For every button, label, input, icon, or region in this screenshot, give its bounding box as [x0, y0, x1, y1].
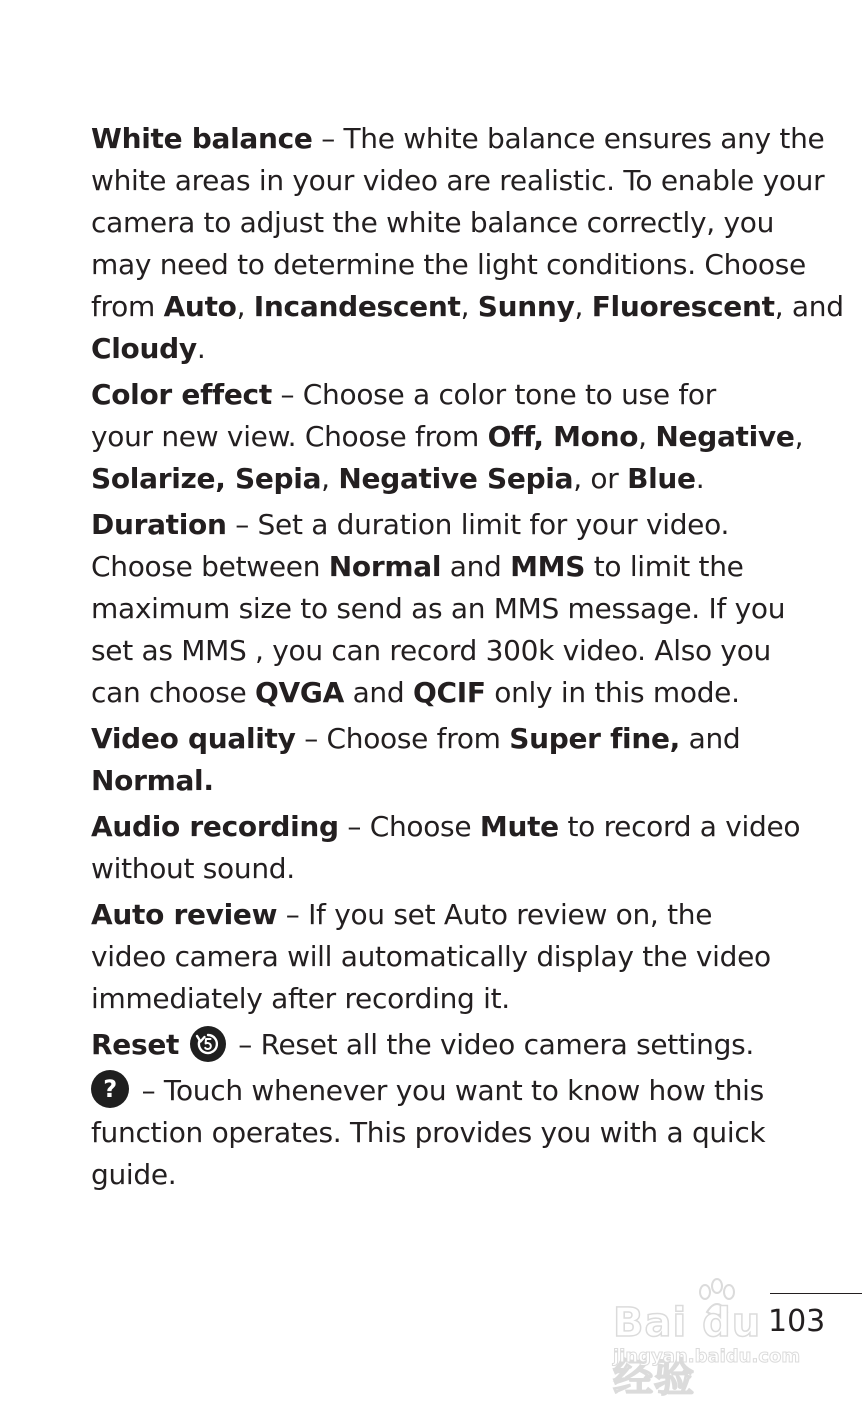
- duration-title: Duration: [91, 508, 227, 541]
- text: ,: [794, 420, 804, 453]
- line: white areas in your video are realistic. To enable your: [91, 164, 825, 197]
- video-quality-title: Video quality: [91, 722, 296, 755]
- line: guide.: [91, 1158, 177, 1191]
- auto-review-paragraph: [91, 894, 811, 1020]
- option-qcif: QCIF: [412, 676, 486, 709]
- help-paragraph: [91, 1070, 811, 1196]
- reset-settings-icon: [190, 1026, 226, 1062]
- text: can choose: [91, 676, 256, 709]
- text: ,: [460, 290, 478, 323]
- color-effect-title: Color effect: [91, 378, 272, 411]
- option-super-fine: Super fine,: [509, 722, 680, 755]
- line: [91, 286, 844, 328]
- option-cloudy: Cloudy: [91, 332, 197, 365]
- line: [91, 894, 811, 936]
- line: camera to adjust the white balance correctly, you: [91, 206, 775, 239]
- text: ,: [321, 462, 339, 495]
- option-auto: Auto: [163, 290, 237, 323]
- help-icon: [91, 1070, 129, 1108]
- line: [91, 806, 811, 848]
- duration-paragraph: [91, 504, 811, 714]
- text: – Touch whenever you want to know how this: [133, 1074, 764, 1107]
- line: [91, 118, 825, 160]
- audio-recording-paragraph: [91, 806, 811, 890]
- line: set as MMS , you can record 300k video. Also you: [91, 634, 771, 667]
- option-negative: Negative: [655, 420, 795, 453]
- line: may need to determine the light conditions. Choose: [91, 248, 806, 281]
- line: [91, 1070, 811, 1112]
- line: function operates. This provides you with a quick: [91, 1116, 766, 1149]
- manual-content: [91, 118, 844, 1200]
- page-number: 103: [768, 1304, 826, 1339]
- text: your new view. Choose from: [91, 420, 488, 453]
- line: maximum size to send as an MMS message. If you: [91, 592, 786, 625]
- text: from: [91, 290, 164, 323]
- text: ,: [638, 420, 656, 453]
- auto-review-title: Auto review: [91, 898, 278, 931]
- text: – Choose from: [295, 722, 510, 755]
- text: ,: [236, 290, 254, 323]
- watermark-logo: Bai du 经验: [613, 1300, 762, 1401]
- text: – Choose a color tone to use for: [271, 378, 716, 411]
- text: and: [679, 722, 741, 755]
- white-balance-title: White balance: [91, 122, 313, 155]
- text: ,: [574, 290, 592, 323]
- line: [91, 672, 811, 714]
- option-mms: MMS: [510, 550, 586, 583]
- option-blue: Blue: [627, 462, 696, 495]
- line: without sound.: [91, 852, 295, 885]
- line: [91, 504, 811, 546]
- line: [91, 416, 811, 458]
- text: to record a video: [558, 810, 801, 843]
- line: [91, 760, 811, 802]
- line: [91, 718, 811, 760]
- watermark-url: jingyan.baidu.com: [613, 1346, 801, 1367]
- text: .: [695, 462, 705, 495]
- option-mute: Mute: [479, 810, 559, 843]
- option-incandescent: Incandescent: [253, 290, 461, 323]
- option-fluorescent: Fluorescent: [591, 290, 775, 323]
- text: and: [343, 676, 413, 709]
- text: , and: [774, 290, 844, 323]
- text: only in this mode.: [485, 676, 740, 709]
- text: .: [196, 332, 206, 365]
- option-solarize-sepia: Solarize, Sepia: [91, 462, 322, 495]
- audio-recording-title: Audio recording: [91, 810, 339, 843]
- text: – The white balance ensures any the: [312, 122, 825, 155]
- text: – Choose: [338, 810, 480, 843]
- help-icon-glyph: ?: [103, 1075, 117, 1103]
- text: – Set a duration limit for your video.: [226, 508, 730, 541]
- option-negative-sepia: Negative Sepia: [338, 462, 574, 495]
- text: and: [441, 550, 511, 583]
- reset-paragraph: [91, 1024, 811, 1066]
- line: [91, 328, 811, 370]
- option-sunny: Sunny: [477, 290, 575, 323]
- text: – If you set Auto review on, the: [277, 898, 713, 931]
- line: video camera will automatically display the video: [91, 940, 771, 973]
- reset-title: Reset: [91, 1028, 180, 1061]
- white-balance-paragraph: [91, 118, 844, 370]
- line: [91, 458, 811, 500]
- line: [91, 546, 811, 588]
- option-off-mono: Off, Mono: [487, 420, 639, 453]
- text: to limit the: [585, 550, 744, 583]
- video-quality-paragraph: [91, 718, 811, 802]
- text: – Reset all the video camera settings.: [229, 1028, 754, 1061]
- option-normal: Normal: [328, 550, 442, 583]
- line: immediately after recording it.: [91, 982, 510, 1015]
- line: [91, 374, 811, 416]
- option-qvga: QVGA: [255, 676, 344, 709]
- option-normal-quality: Normal.: [91, 764, 214, 797]
- color-effect-paragraph: [91, 374, 811, 500]
- line: [91, 1024, 811, 1066]
- text: Choose between: [91, 550, 329, 583]
- text: , or: [573, 462, 628, 495]
